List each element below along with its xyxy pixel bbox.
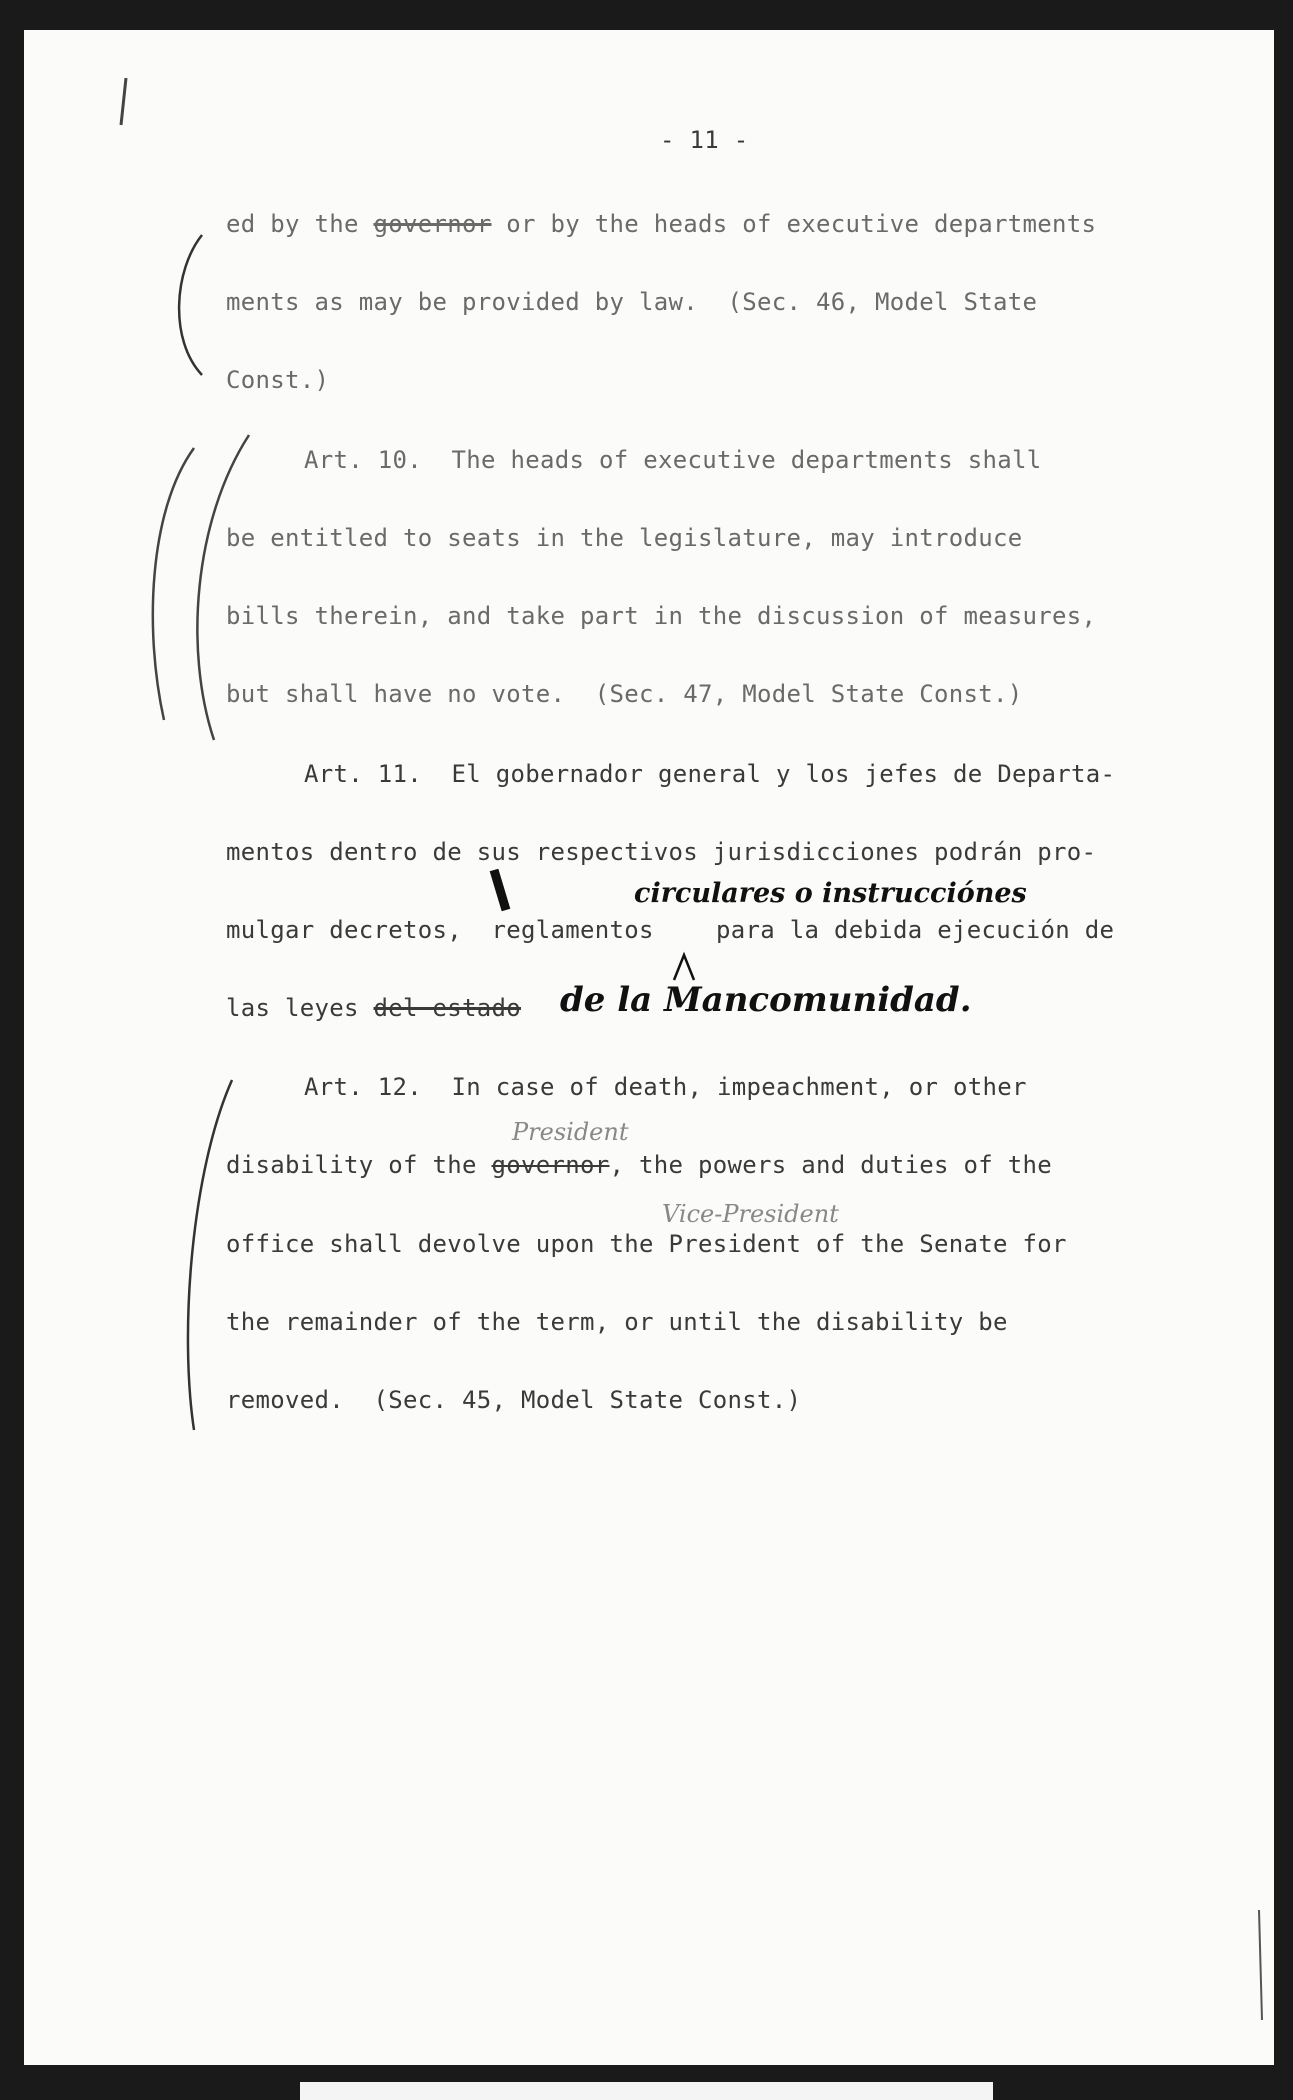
- art11-line-4: [226, 994, 521, 1022]
- bracket-paragraph-1: [179, 235, 202, 375]
- p1-line-3: Const.): [226, 366, 330, 394]
- bottom-paper-strip: [300, 2082, 993, 2100]
- art12-line-2: [226, 1151, 1052, 1179]
- p1-line-1: [226, 210, 1096, 238]
- p1-line-2: ments as may be provided by law. (Sec. 46, Model State: [226, 288, 1038, 316]
- bracket-art10-outer: [153, 448, 194, 720]
- art10-line-3: bills therein, and take part in the discussion of measures,: [226, 602, 1097, 630]
- art11-line-3a: mulgar decretos, reglamentos: [226, 916, 654, 944]
- page-number: - 11 -: [660, 126, 749, 154]
- handwritten-insert-mancomunidad: de la Mancomunidad.: [560, 980, 972, 1020]
- struck-governor-1: governor: [373, 210, 492, 238]
- struck-governor-2: governor: [491, 1151, 610, 1179]
- handwritten-brackets: [24, 30, 1274, 2065]
- art10-line-4: but shall have no vote. (Sec. 47, Model State Const.): [226, 680, 1023, 708]
- insertion-mark: [494, 870, 506, 910]
- pencil-insert-vice-president: Vice-President: [662, 1200, 839, 1228]
- art10-line-1: Art. 10. The heads of executive departments shall: [304, 446, 1042, 474]
- art11-line-2: mentos dentro de sus respectivos jurisdicciones podrán pro-: [226, 838, 1097, 866]
- document-page: [24, 30, 1274, 2065]
- art12-line-5: removed. (Sec. 45, Model State Const.): [226, 1386, 802, 1414]
- p1-line-1b: or by the heads of executive departments: [491, 210, 1097, 238]
- struck-del-estado: del estado: [373, 994, 521, 1022]
- p1-line-1a: ed by the: [226, 210, 374, 238]
- art12-line-1: Art. 12. In case of death, impeachment, or other: [304, 1073, 1027, 1101]
- art12-line-2a: disability of the: [226, 1151, 492, 1179]
- handwritten-insert-circulares: circulares o instrucciónes: [634, 878, 1027, 909]
- art11-line-4a: las leyes: [226, 994, 374, 1022]
- art11-line-1: Art. 11. El gobernador general y los jefes de Departa-: [304, 760, 1116, 788]
- pencil-insert-president: President: [512, 1118, 629, 1146]
- margin-tick-mark: [121, 78, 126, 125]
- art12-line-4: the remainder of the term, or until the disability be: [226, 1308, 1008, 1336]
- art10-line-2: be entitled to seats in the legislature, may introduce: [226, 524, 1023, 552]
- art12-line-2b: , the powers and duties of the: [609, 1151, 1052, 1179]
- art11-line-3b: para la debida ejecución de: [716, 916, 1115, 944]
- edge-mark: [1259, 1910, 1262, 2020]
- insertion-caret: [674, 955, 694, 980]
- art12-line-3: office shall devolve upon the President of the Senate for: [226, 1230, 1067, 1258]
